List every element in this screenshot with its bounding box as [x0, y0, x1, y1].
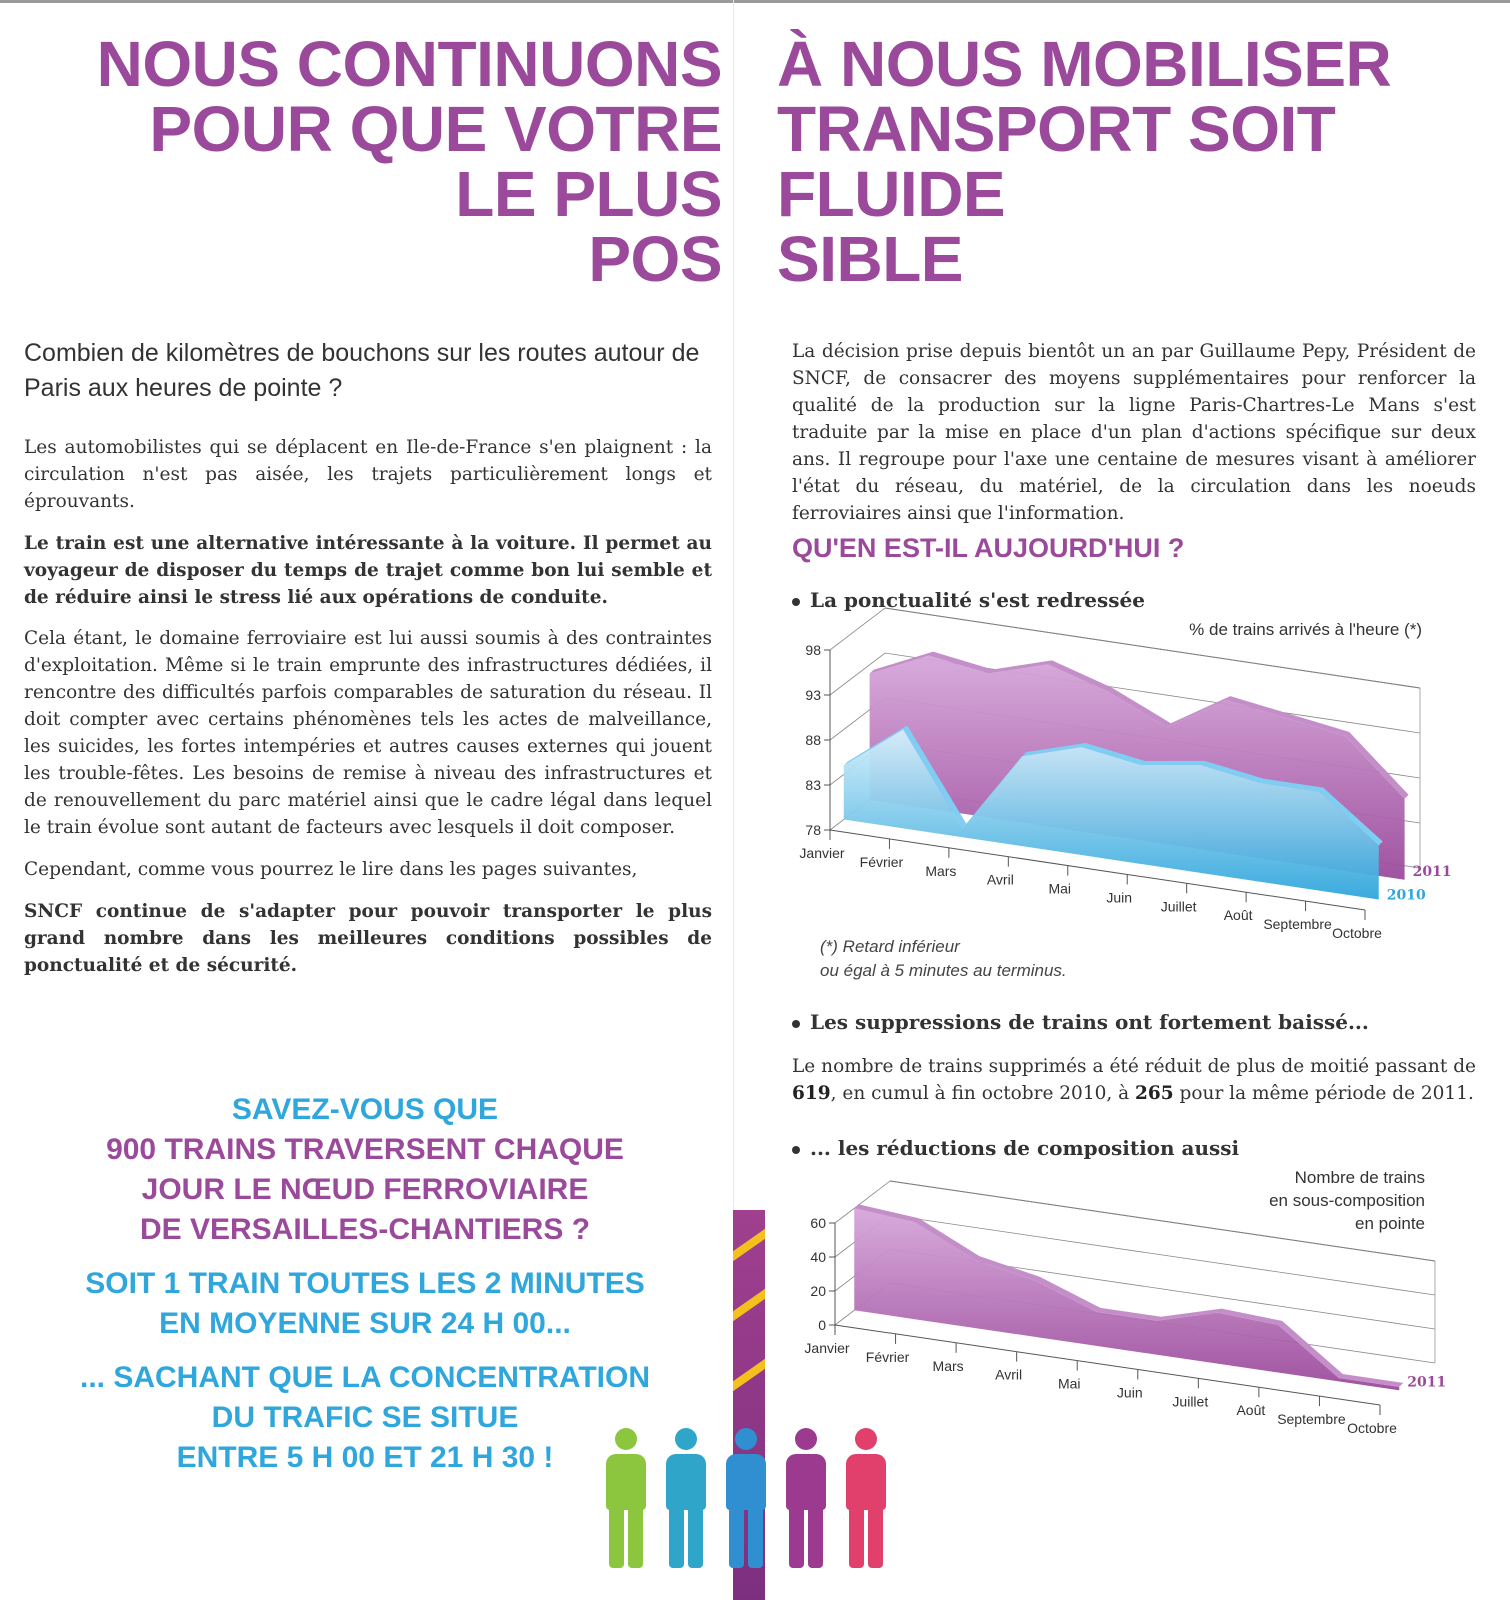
y-tick-label: 78 [805, 822, 821, 838]
chart-title: % de trains arrivés à l'heure (*) [1189, 620, 1422, 639]
x-tick-label: Avril [986, 871, 1014, 888]
chart-footnote [820, 935, 1067, 983]
person-icon [660, 1428, 712, 1568]
x-tick-label: Août [1223, 907, 1253, 924]
paragraph-conclusion: SNCF continue de s'adapter pour pouvoir transporter le plus grand nombre dans les meilleures conditions possibles de ponctualité et de sécurité. [24, 901, 712, 976]
paragraph-constraints: Cela étant, le domaine ferroviaire est lui aussi soumis à des contraintes d'exploitation. Même si le train emprunte des infrastructures dédiées, il rencontre des difficultés parfois comparables de saturation du réseau. Il doit compter avec certains phénomènes tels les actes de malveillance, les suicides, les fortes intempéries et autres causes externes qui jouent les trouble-fêtes. Les besoins de remise à niveau des infrastructures et de renouvellement du parc matériel ainsi que le cadre légal dans lequel le train évolue sont autant de facteurs avec lesquels il doit composer. [24, 628, 712, 838]
y-tick-label: 83 [805, 777, 821, 793]
x-tick-label: Avril [995, 1366, 1023, 1383]
headline-right-line: SIBLE [777, 223, 963, 295]
footnote-line: (*) Retard inférieur [820, 937, 960, 956]
info-question-line: DE VERSAILLES-CHANTIERS ? [139, 1213, 591, 1246]
x-tick-label: Mai [1057, 1375, 1081, 1392]
info-question-line: JOUR LE NŒUD FERROVIAIRE [141, 1173, 589, 1206]
info-answer-line: SOIT 1 TRAIN TOUTES LES 2 MINUTES [85, 1267, 645, 1300]
paragraph-train-alternative: Le train est une alternative intéressante à la voiture. Il permet au voyageur de disposer du temps de trajet comme bon lui semble et de réduire ainsi le stress lié aux opérations de conduite. [24, 533, 712, 608]
punctuality-chart [790, 615, 1480, 975]
x-tick-label: Octobre [1347, 1420, 1397, 1436]
x-tick-label: Février [865, 1348, 910, 1365]
x-tick-label: Février [859, 853, 904, 870]
x-tick-label: Mars [925, 862, 957, 879]
y-tick-label: 88 [805, 732, 821, 748]
section-title: QU'EN EST-IL AUJOURD'HUI ? [792, 533, 1185, 563]
bullet-punctuality [792, 588, 1145, 612]
paragraph-decision: La décision prise depuis bientôt un an par Guillaume Pepy, Président de SNCF, de consacrer des moyens supplémentaires pour renforcer la qualité de la production sur la ligne Paris-Chartres-Le Mans s'est traduite par la mise en place d'un plan d'actions spécifique sur deux ans. Il regroupe pour l'axe une centaine de mesures visant à améliorer l'état du réseau, du matériel, de la circulation dans les noeuds ferroviaires ainsi que l'information. [792, 341, 1476, 524]
chart-title-line: en sous-composition [1269, 1191, 1425, 1210]
series-label-2010: 2010 [1386, 887, 1426, 904]
headline-left-line: POUR QUE VOTRE [149, 93, 722, 165]
supp-text-part: Le nombre de trains supprimés a été réduit de plus de moitié passant de [792, 1056, 1476, 1077]
x-tick-label: Juillet [1160, 898, 1197, 915]
y-tick-label: 40 [810, 1249, 826, 1265]
headline-right [777, 28, 1392, 295]
y-tick-label: 93 [805, 687, 821, 703]
x-tick-label: Juin [1106, 889, 1133, 906]
composition-chart [790, 1165, 1480, 1485]
bullet-dot [792, 1020, 800, 1028]
x-tick-label: Octobre [1332, 925, 1382, 941]
headline-left-line: NOUS CONTINUONS [96, 28, 722, 100]
bullet-compositions [792, 1136, 1239, 1160]
headline-left-line: POS [588, 223, 722, 295]
person-icon [720, 1428, 772, 1568]
info-question-line: 900 TRAINS TRAVERSENT CHAQUE [106, 1133, 624, 1166]
y-tick-label: 98 [805, 642, 821, 658]
series-label-2011: 2011 [1412, 863, 1452, 880]
x-tick-label: Août [1236, 1402, 1266, 1419]
bullet-dot [792, 598, 800, 606]
x-tick-label: Janvier [799, 845, 845, 861]
y-tick-label: 60 [810, 1215, 826, 1231]
paragraph-transition: Cependant, comme vous pourrez le lire dans les pages suivantes, [24, 859, 638, 880]
bullet-dot [792, 1146, 800, 1154]
info-answer-line: ... SACHANT QUE LA CONCENTRATION [80, 1361, 650, 1394]
headline-left [96, 28, 722, 295]
info-answer-line: DU TRAFIC SE SITUE [211, 1401, 519, 1434]
chart-title-line: en pointe [1355, 1214, 1425, 1233]
supp-text-part: pour la même période de 2011. [1173, 1083, 1474, 1104]
x-tick-label: Mai [1048, 880, 1072, 897]
lead-question: Combien de kilomètres de bouchons sur les routes autour de Paris aux heures de pointe ? [24, 339, 700, 402]
headline-left-line: LE PLUS [455, 158, 722, 230]
headline-right-line: FLUIDE [777, 158, 1006, 230]
bullet-label: ... les réductions de composition aussi [810, 1136, 1240, 1160]
top-border [0, 0, 1510, 3]
paragraph-intro: Les automobilistes qui se déplacent en Ile-de-France s'en plaignent : la circulation n'est pas aisée, les trajets particulièrement longs et éprouvants. [24, 437, 712, 512]
headline-right-line: À NOUS MOBILISER [777, 28, 1392, 100]
supp-text-part: , en cumul à fin octobre 2010, à [830, 1083, 1136, 1104]
headline-right-line: TRANSPORT SOIT [777, 93, 1336, 165]
bullet-label: Les suppressions de trains ont fortement baissé... [810, 1010, 1369, 1034]
info-answer-line: ENTRE 5 H 00 ET 21 H 30 ! [176, 1441, 554, 1474]
chart-title-line: Nombre de trains [1294, 1168, 1425, 1187]
y-tick-label: 0 [818, 1317, 826, 1333]
paragraph-suppressions [792, 1053, 1476, 1107]
series-label-2011: 2011 [1407, 1374, 1447, 1391]
info-box [40, 1090, 690, 1478]
x-tick-label: Juillet [1172, 1393, 1209, 1410]
footnote-line: ou égal à 5 minutes au terminus. [820, 961, 1067, 980]
x-tick-label: Septembre [1277, 1411, 1346, 1428]
x-tick-label: Mars [932, 1357, 964, 1374]
bullet-suppressions [792, 1010, 1369, 1034]
supp-value-2011: 265 [1135, 1083, 1174, 1104]
info-question-lead: SAVEZ-VOUS QUE [231, 1093, 499, 1126]
supp-value-2010: 619 [792, 1083, 831, 1104]
x-tick-label: Janvier [804, 1340, 850, 1356]
info-answer-line: EN MOYENNE SUR 24 H 00... [159, 1307, 571, 1340]
person-icon [600, 1428, 652, 1568]
y-tick-label: 20 [810, 1283, 826, 1299]
bullet-label: La ponctualité s'est redressée [810, 588, 1145, 612]
x-tick-label: Septembre [1263, 916, 1332, 933]
x-tick-label: Juin [1116, 1384, 1143, 1401]
